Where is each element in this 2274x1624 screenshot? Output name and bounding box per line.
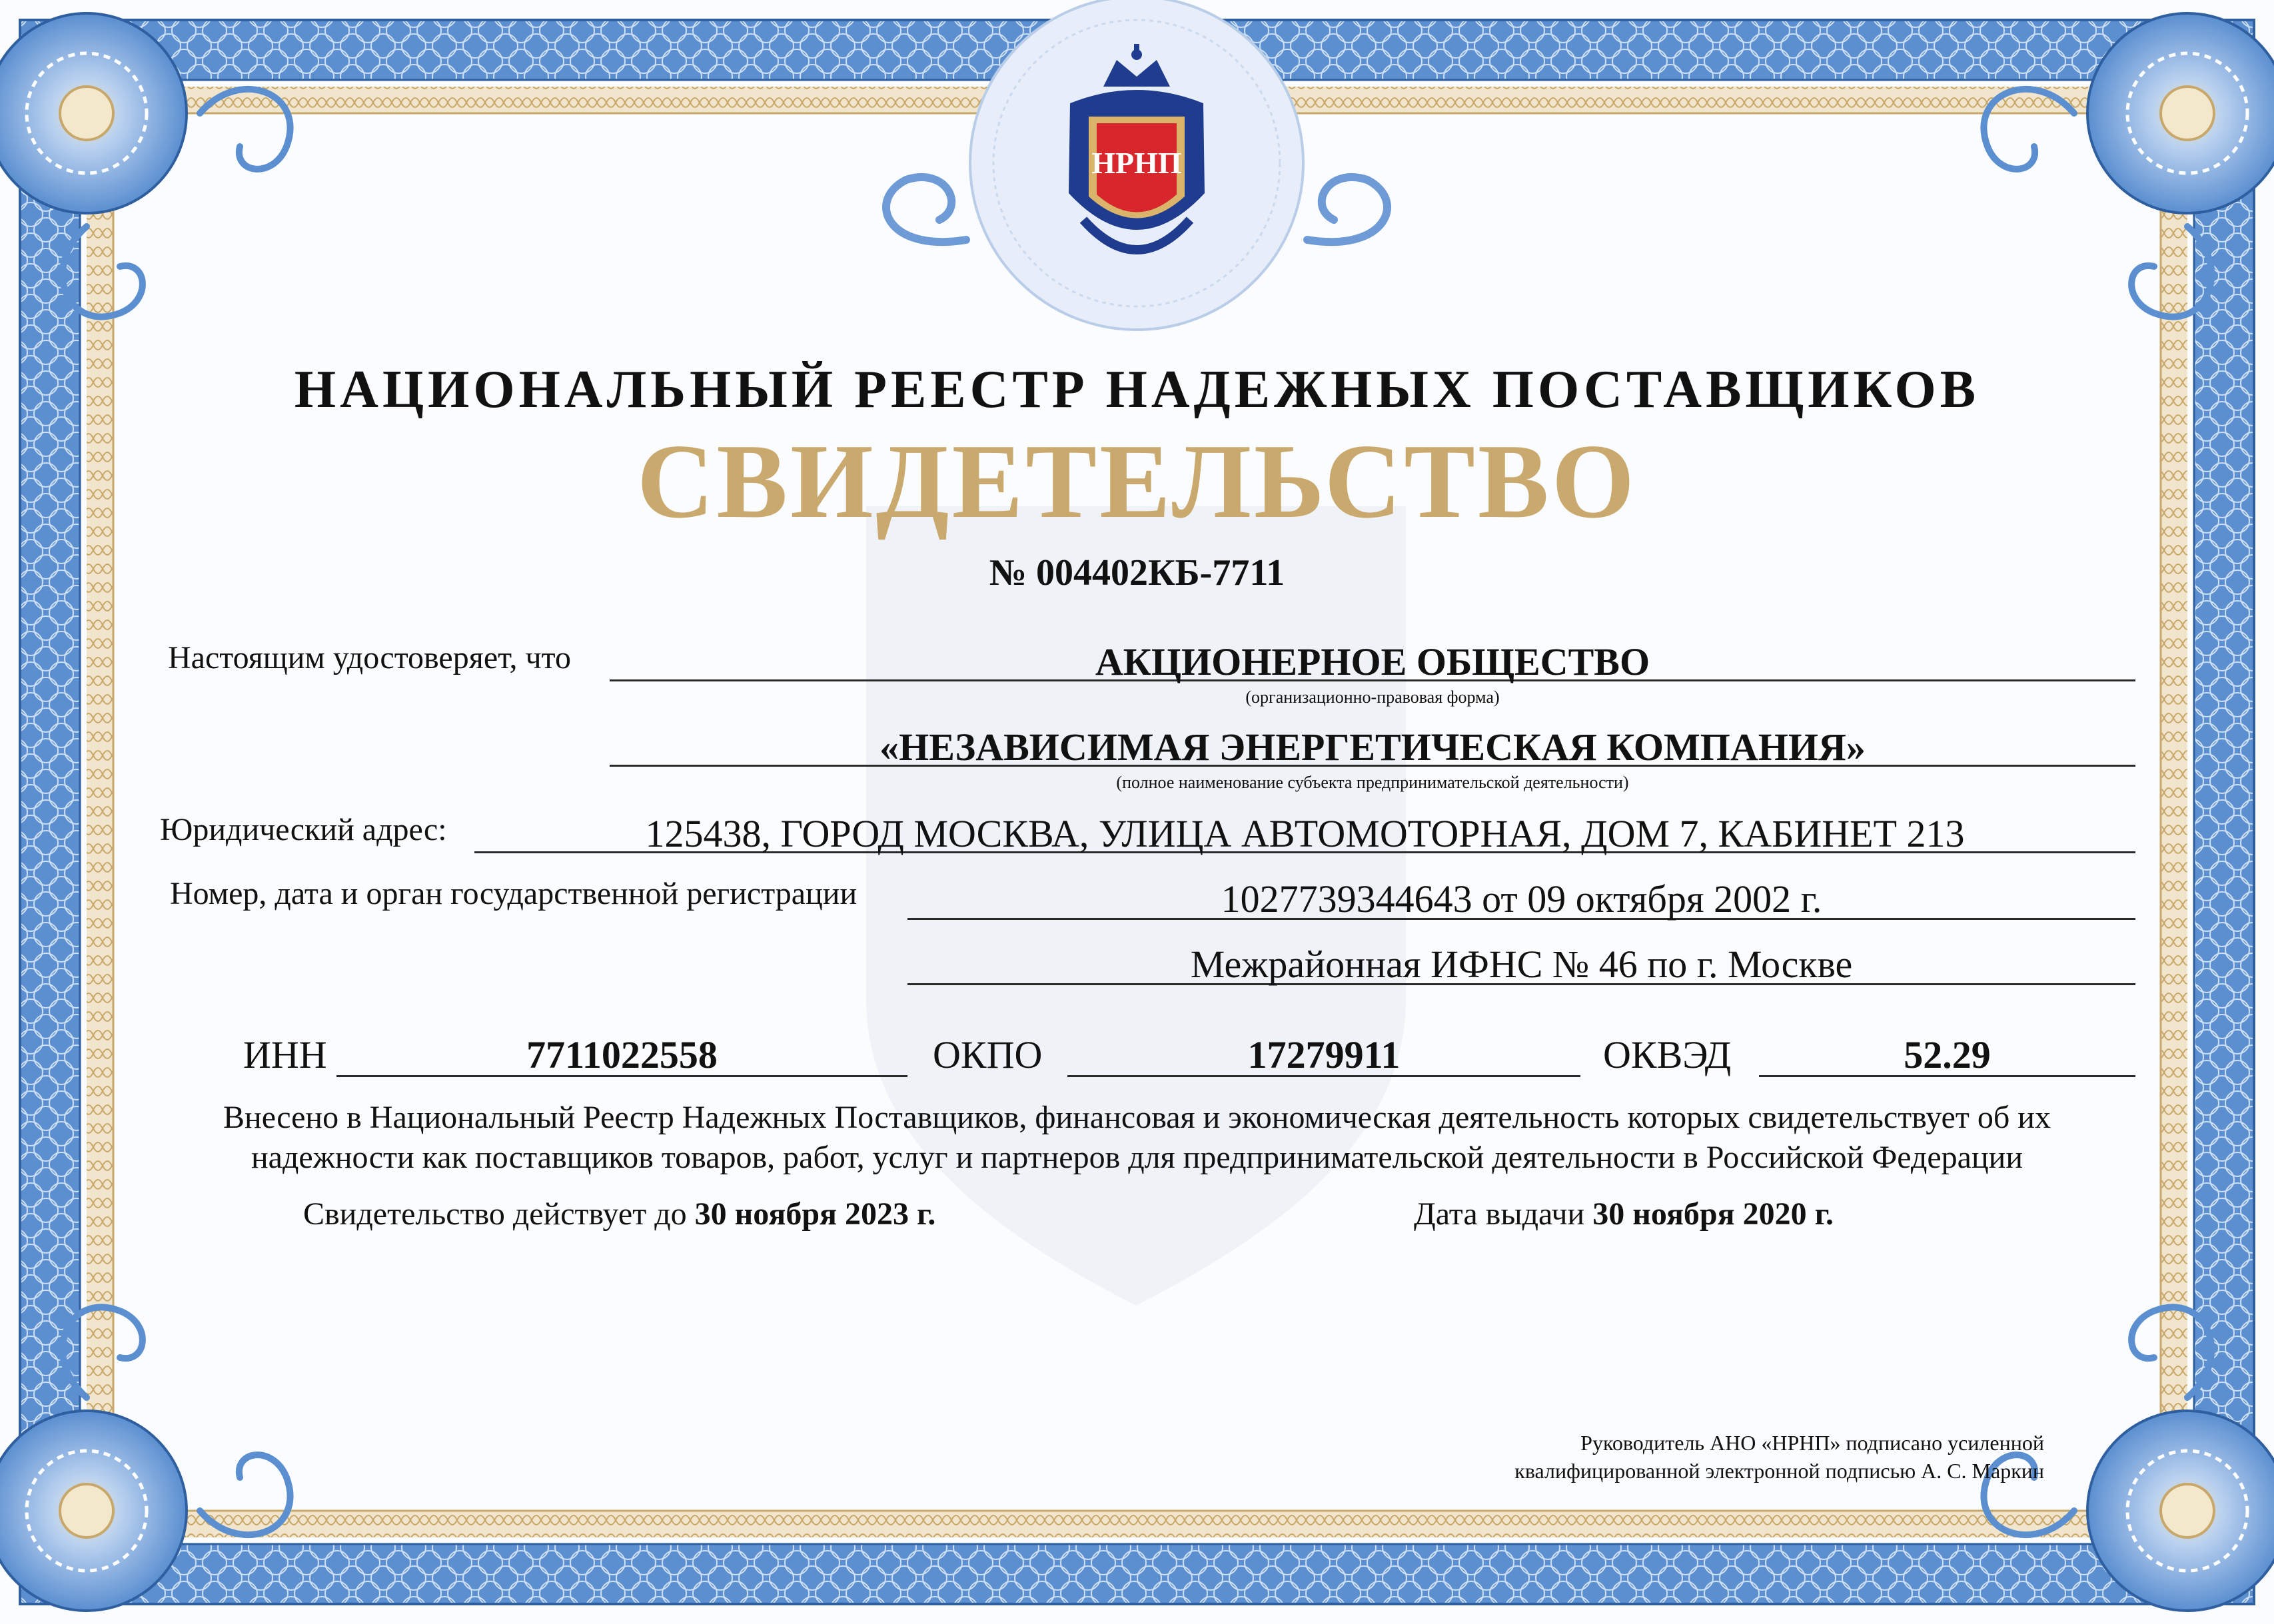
- full-name-caption: (полное наименование субъекта предпринимательской деятельности): [1116, 773, 1629, 792]
- okved-label: ОКВЭД: [1603, 1033, 1732, 1076]
- inn-value: 7711022558: [526, 1033, 718, 1076]
- issue-date-label: Дата выдачи: [1414, 1196, 1585, 1232]
- issue-date: [1414, 1196, 1834, 1232]
- okpo-value: 17279911: [1247, 1033, 1401, 1076]
- registration-label: Номер, дата и орган государственной регистрации: [170, 876, 857, 911]
- signature-line-2: квалифицированной электронной подписью А. С. Маркин: [1514, 1459, 2044, 1483]
- signature-line-1: Руководитель АНО «НРНП» подписано усиленной: [1580, 1431, 2044, 1455]
- statement-line-1: Внесено в Национальный Реестр Надежных Поставщиков, финансовая и экономическая деятельность которых свидетельствует об их: [223, 1100, 2051, 1135]
- full-name-value: «НЕЗАВИСИМАЯ ЭНЕРГЕТИЧЕСКАЯ КОМПАНИЯ»: [879, 725, 1866, 769]
- certify-label: Настоящим удостоверяет, что: [168, 640, 571, 675]
- registration-number-date: 1027739344643 от 09 октября 2002 г.: [1221, 877, 1822, 921]
- legal-form-caption: (организационно-правовая форма): [1245, 687, 1500, 707]
- certificate-number: № 004402КБ-7711: [989, 552, 1285, 594]
- valid-until: [303, 1196, 935, 1232]
- inn-label: ИНН: [243, 1033, 327, 1076]
- crest-logo: [1030, 40, 1243, 293]
- crest-logo-text: НРНП: [1091, 146, 1182, 180]
- address-label: Юридический адрес:: [160, 812, 447, 847]
- okpo-label: ОКПО: [933, 1033, 1043, 1076]
- valid-until-date: 30 ноября 2023 г.: [694, 1196, 936, 1232]
- okved-value: 52.29: [1904, 1033, 1991, 1076]
- issue-date-value: 30 ноября 2020 г.: [1592, 1196, 1834, 1232]
- document-title: СВИДЕТЕЛЬСТВО: [636, 422, 1638, 540]
- statement-line-2: надежности как поставщиков товаров, работ, услуг и партнеров для предпринимательской деятельности в Российской Федерации: [251, 1140, 2023, 1175]
- legal-form-value: АКЦИОНЕРНОЕ ОБЩЕСТВО: [1095, 640, 1650, 683]
- organization-title: НАЦИОНАЛЬНЫЙ РЕЕСТР НАДЕЖНЫХ ПОСТАВЩИКОВ: [294, 360, 1980, 419]
- valid-until-label: Свидетельство действует до: [303, 1196, 687, 1232]
- address-value: 125438, ГОРОД МОСКВА, УЛИЦА АВТОМОТОРНАЯ, ДОМ 7, КАБИНЕТ 213: [645, 812, 1965, 855]
- registration-authority: Межрайонная ИФНС № 46 по г. Москве: [1190, 943, 1853, 986]
